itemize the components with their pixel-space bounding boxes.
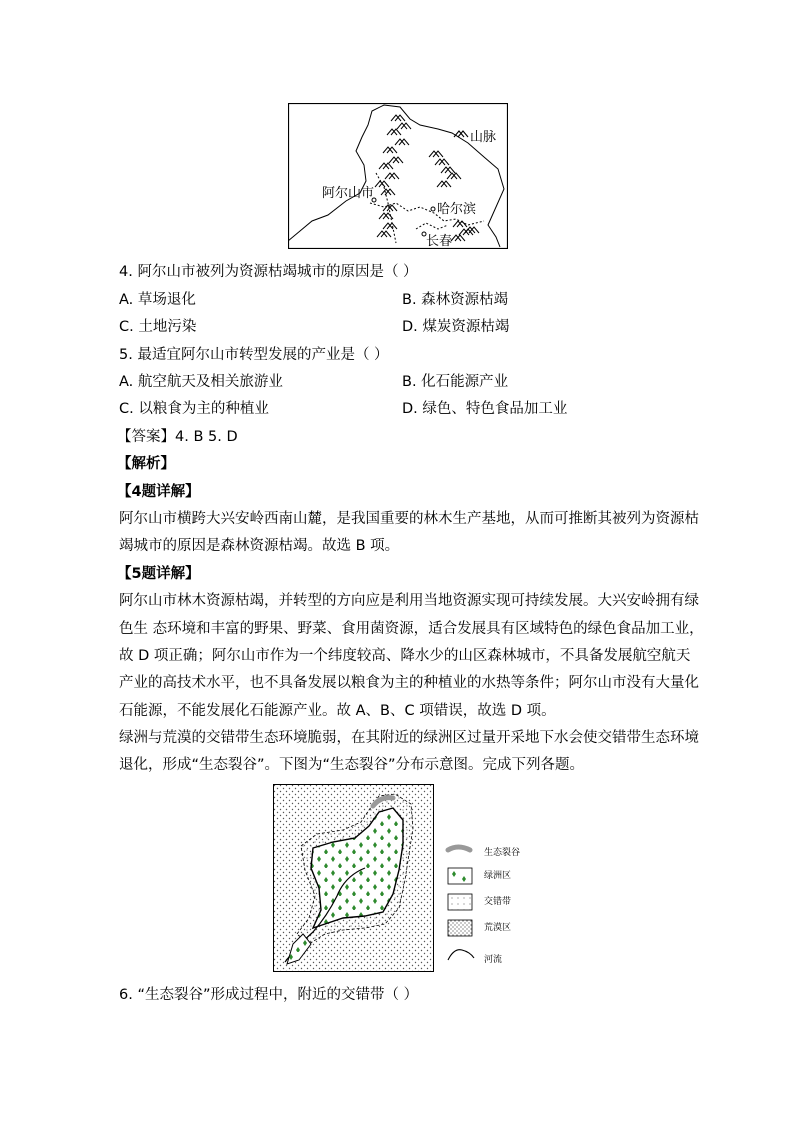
detail4-heading: 【4题详解】 xyxy=(117,484,200,500)
detail4-line-1: 阿尔山市横跨大兴安岭西南山麓，是我国重要的林木生产基地，从而可推断其被列为资源枯 xyxy=(119,511,699,527)
legend-oasis-label: 绿洲区 xyxy=(484,871,512,881)
aershan-location-map xyxy=(288,103,508,249)
q5-option-d[interactable]: D. 绿色、特色食品加工业 xyxy=(402,401,568,417)
detail5-heading: 【5题详解】 xyxy=(117,566,200,582)
legend-ecotone-label: 交错带 xyxy=(484,897,512,907)
legend-river-label: 河流 xyxy=(484,955,503,965)
detail5-line-4: 产业的高技术水平，也不具备发展以粮食为主的种植业的水热等条件；阿尔山市没有大量化 xyxy=(119,675,699,691)
q4-option-d[interactable]: D. 煤炭资源枯竭 xyxy=(402,319,510,335)
q4-option-b[interactable]: B. 森林资源枯竭 xyxy=(402,292,509,308)
city-harbin-label: 哈尔滨 xyxy=(437,202,477,217)
detail5-line-3: 故 D 项正确；阿尔山市作为一个纬度较高、降水少的山区森林城市，不具备发展航空航天 xyxy=(119,648,691,664)
intro6-line-2: 退化，形成“生态裂谷”。下图为“生态裂谷”分布示意图。完成下列各题。 xyxy=(119,757,585,773)
detail4-line-2: 竭城市的原因是森林资源枯竭。故选 B 项。 xyxy=(119,538,400,554)
legend-oasis-swatch xyxy=(448,868,472,884)
city-aershan-label: 阿尔山市 xyxy=(322,186,375,201)
q4-option-a[interactable]: A. 草场退化 xyxy=(119,292,196,308)
q5-option-a[interactable]: A. 航空航天及相关旅游业 xyxy=(119,374,283,390)
legend-mountain-label: 山脉 xyxy=(470,130,497,145)
answer-line: 【答案】4. B 5. D xyxy=(117,429,238,445)
legend-river-swatch xyxy=(448,950,474,960)
q5-stem: 5. 最适宜阿尔山市转型发展的产业是（ ） xyxy=(119,347,389,363)
ecological-rift-map xyxy=(273,784,434,972)
q4-stem: 4. 阿尔山市被列为资源枯竭城市的原因是（ ） xyxy=(119,264,418,280)
legend-rift-swatch xyxy=(448,847,470,850)
detail5-line-1: 阿尔山市林木资源枯竭，并转型的方向应是利用当地资源实现可持续发展。大兴安岭拥有绿 xyxy=(119,593,699,609)
q5-option-b[interactable]: B. 化石能源产业 xyxy=(402,374,509,390)
analysis-heading: 【解析】 xyxy=(117,456,175,472)
q5-option-c[interactable]: C. 以粮食为主的种植业 xyxy=(119,401,269,417)
legend-ecotone-swatch xyxy=(448,894,472,910)
detail5-line-2: 色生 态环境和丰富的野果、野菜、食用菌资源，适合发展具有区域特色的绿色食品加工业， xyxy=(119,621,704,637)
detail5-line-5: 石能源，不能发展化石能源产业。故 A、B、C 项错误，故选 D 项。 xyxy=(119,703,556,719)
map-frame xyxy=(289,104,508,249)
legend-desert-swatch xyxy=(448,920,472,936)
intro6-line-1: 绿洲与荒漠的交错带生态环境脆弱，在其附近的绿洲区过量开采地下水会使交错带生态环境 xyxy=(119,730,699,746)
legend-desert-label: 荒漠区 xyxy=(484,923,512,933)
q6-stem: 6. “生态裂谷”形成过程中，附近的交错带（ ） xyxy=(119,987,419,1003)
city-changchun-label: 长春 xyxy=(426,234,453,249)
legend-rift-label: 生态裂谷 xyxy=(484,848,521,858)
q4-option-c[interactable]: C. 土地污染 xyxy=(119,319,197,335)
